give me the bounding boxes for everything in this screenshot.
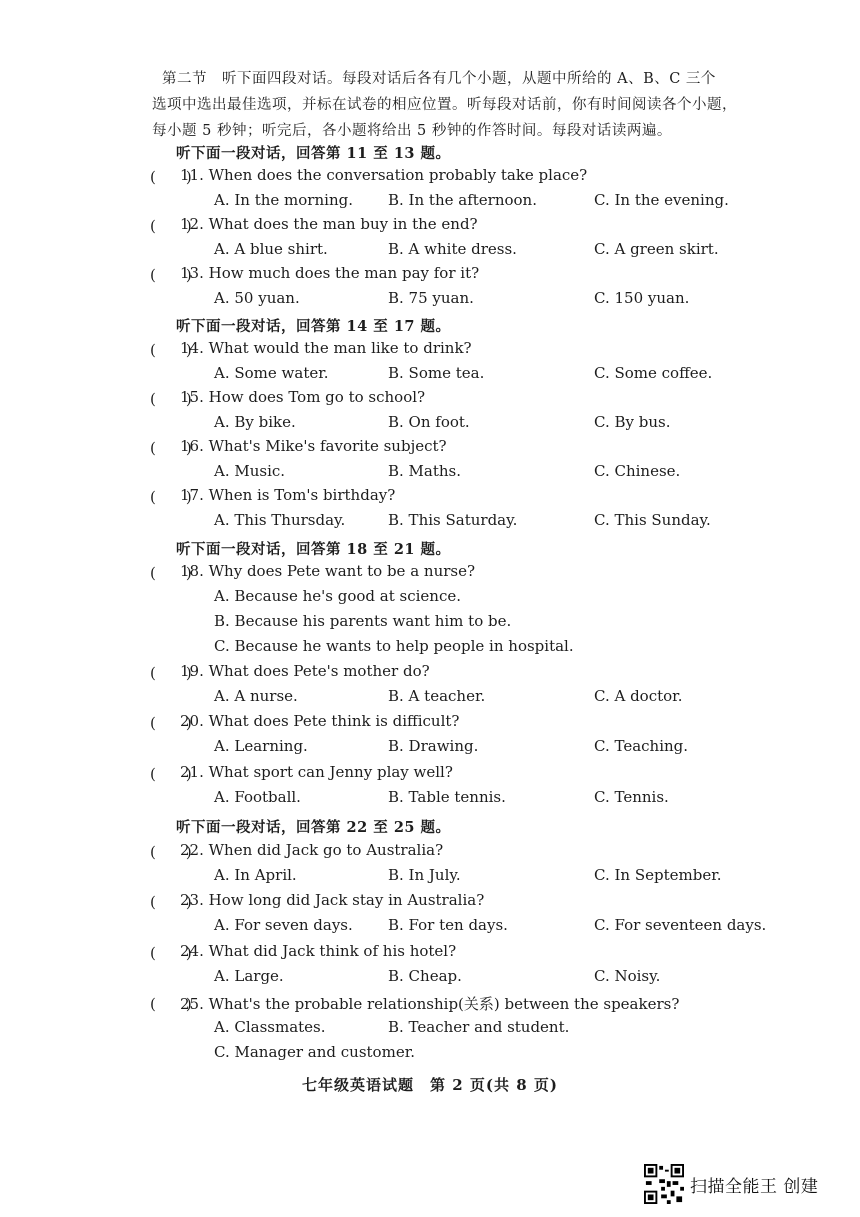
option-c: C. Because he wants to help people in hospital. xyxy=(214,637,574,655)
option-c: C. For seventeen days. xyxy=(594,916,767,934)
option-b: B. Drawing. xyxy=(388,737,479,755)
option-b: B. Some tea. xyxy=(388,364,485,382)
option-c: C. Noisy. xyxy=(594,967,661,985)
option-a: A. For seven days. xyxy=(214,916,353,934)
question-stem: 20. What does Pete think is difficult? xyxy=(180,712,460,730)
option-b: B. Cheap. xyxy=(388,967,462,985)
question-stem: 13. How much does the man pay for it? xyxy=(180,264,480,282)
option-a: A. This Thursday. xyxy=(214,511,346,529)
option-c: C. Teaching. xyxy=(594,737,689,755)
question-stem: 16. What's Mike's favorite subject? xyxy=(180,437,447,455)
option-a: A. A blue shirt. xyxy=(214,240,328,258)
option-a: A. Football. xyxy=(214,788,301,806)
option-c: C. This Sunday. xyxy=(594,511,711,529)
option-a: A. Some water. xyxy=(214,364,329,382)
option-b: B. On foot. xyxy=(388,413,470,431)
option-a: A. In April. xyxy=(214,866,297,884)
option-c: C. Chinese. xyxy=(594,462,681,480)
answer-bracket[interactable]: ( ) xyxy=(150,944,192,962)
option-c: C. Manager and customer. xyxy=(214,1043,415,1061)
question-stem: 23. How long did Jack stay in Australia? xyxy=(180,891,485,909)
option-b: B. A white dress. xyxy=(388,240,517,258)
question-stem: 19. What does Pete's mother do? xyxy=(180,662,430,680)
option-b: B. This Saturday. xyxy=(388,511,518,529)
qr-code-icon xyxy=(644,1164,684,1204)
option-a: A. Because he's good at science. xyxy=(214,587,461,605)
answer-bracket[interactable]: ( ) xyxy=(150,217,192,235)
answer-bracket[interactable]: ( ) xyxy=(150,893,192,911)
scanner-watermark xyxy=(644,1164,818,1204)
option-b: B. Table tennis. xyxy=(388,788,506,806)
option-a: A. By bike. xyxy=(214,413,296,431)
option-c: C. In the evening. xyxy=(594,191,729,209)
question-stem: 11. When does the conversation probably take place? xyxy=(180,166,588,184)
answer-bracket[interactable]: ( ) xyxy=(150,765,192,783)
question-stem: 22. When did Jack go to Australia? xyxy=(180,841,444,859)
answer-bracket[interactable]: ( ) xyxy=(150,439,192,457)
option-b: B. For ten days. xyxy=(388,916,508,934)
option-b: B. Teacher and student. xyxy=(388,1018,570,1036)
question-stem: 18. Why does Pete want to be a nurse? xyxy=(180,562,476,580)
answer-bracket[interactable]: ( ) xyxy=(150,664,192,682)
option-a: A. Classmates. xyxy=(214,1018,326,1036)
dialogue-heading: 听下面一段对话，回答第 11 至 13 题。 xyxy=(176,145,451,162)
instruction-line: 第二节 听下面四段对话。每段对话后各有几个小题，从题中所给的 A、B、C 三个 xyxy=(162,71,716,87)
dialogue-heading: 听下面一段对话，回答第 22 至 25 题。 xyxy=(176,819,451,836)
option-b: B. In the afternoon. xyxy=(388,191,537,209)
question-stem: 12. What does the man buy in the end? xyxy=(180,215,478,233)
answer-bracket[interactable]: ( ) xyxy=(150,488,192,506)
option-c: C. 150 yuan. xyxy=(594,289,690,307)
instruction-line: 选项中选出最佳选项，并标在试卷的相应位置。听每段对话前，你有时间阅读各个小题， xyxy=(152,97,737,113)
answer-bracket[interactable]: ( ) xyxy=(150,843,192,861)
option-a: A. 50 yuan. xyxy=(214,289,300,307)
option-c: C. By bus. xyxy=(594,413,671,431)
answer-bracket[interactable]: ( ) xyxy=(150,168,192,186)
option-c: C. Some coffee. xyxy=(594,364,713,382)
question-stem: 24. What did Jack think of his hotel? xyxy=(180,942,457,960)
option-b: B. Because his parents want him to be. xyxy=(214,612,512,630)
dialogue-heading: 听下面一段对话，回答第 18 至 21 题。 xyxy=(176,541,451,558)
answer-bracket[interactable]: ( ) xyxy=(150,341,192,359)
brand-text: 扫描全能王 创建 xyxy=(690,1176,819,1197)
page-footer: 七年级英语试题 第 2 页(共 8 页) xyxy=(302,1076,558,1094)
option-a: A. In the morning. xyxy=(214,191,353,209)
option-b: B. Maths. xyxy=(388,462,462,480)
question-stem: 17. When is Tom's birthday? xyxy=(180,486,396,504)
section-instructions xyxy=(152,66,782,144)
answer-bracket[interactable]: ( ) xyxy=(150,564,192,582)
answer-bracket[interactable]: ( ) xyxy=(150,266,192,284)
option-a: A. Large. xyxy=(214,967,284,985)
dialogue-heading: 听下面一段对话，回答第 14 至 17 题。 xyxy=(176,318,451,335)
option-a: A. Music. xyxy=(214,462,286,480)
option-c: C. A green skirt. xyxy=(594,240,719,258)
answer-bracket[interactable]: ( ) xyxy=(150,390,192,408)
option-a: A. A nurse. xyxy=(214,687,298,705)
question-stem: 25. What's the probable relationship(关系) between the speakers? xyxy=(180,995,680,1013)
option-b: B. In July. xyxy=(388,866,461,884)
option-c: C. A doctor. xyxy=(594,687,683,705)
answer-bracket[interactable]: ( ) xyxy=(150,995,192,1013)
option-c: C. In September. xyxy=(594,866,722,884)
option-b: B. A teacher. xyxy=(388,687,486,705)
instruction-line: 每小题 5 秒钟；听完后，各小题将给出 5 秒钟的作答时间。每段对话读两遍。 xyxy=(152,123,672,139)
question-stem: 15. How does Tom go to school? xyxy=(180,388,426,406)
question-stem: 21. What sport can Jenny play well? xyxy=(180,763,453,781)
option-a: A. Learning. xyxy=(214,737,308,755)
answer-bracket[interactable]: ( ) xyxy=(150,714,192,732)
option-c: C. Tennis. xyxy=(594,788,669,806)
question-stem: 14. What would the man like to drink? xyxy=(180,339,472,357)
option-b: B. 75 yuan. xyxy=(388,289,474,307)
